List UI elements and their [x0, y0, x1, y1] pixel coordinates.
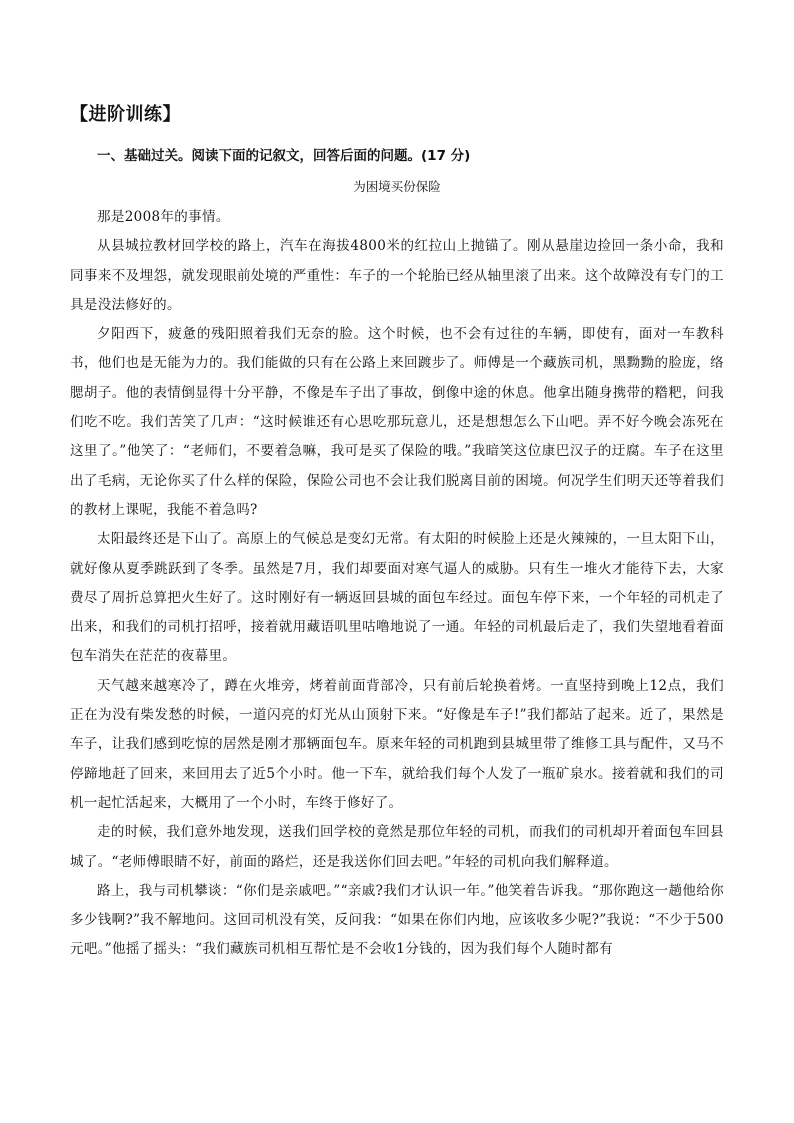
paragraph: 那是2008年的事情。	[97, 209, 230, 225]
question-heading: 一、基础过关。阅读下面的记叙文，回答后面的问题。(17 分)	[97, 148, 471, 164]
paragraph: 走的时候，我们意外地发现，送我们回学校的竟然是那位年轻的司机，而我们的司机却开着面包车回县城了。“老师傅眼睛不好，前面的路烂，还是我送你们回去吧。”年轻的司机向我们解释道。	[70, 824, 724, 870]
paragraph: 太阳最终还是下山了。高原上的气候总是变幻无常。有太阳的时候脸上还是火辣辣的，一旦太阳下山，就好像从夏季跳跃到了冬季。虽然是7月，我们却要面对寒气逼人的威胁。只有生一堆火才能待下去，大家费尽了周折总算把火生好了。这时刚好有一辆返回县城的面包车经过。面包车停下来，一个年轻的司机走了出来，和我们的司机打招呼，接着就用藏语叽里咕噜地说了一通。年轻的司机最后走了，我们失望地看着面包车消失在茫茫的夜幕里。	[70, 531, 724, 665]
article-body	[70, 203, 724, 965]
paragraph: 路上，我与司机攀谈：“你们是亲戚吧。”“亲戚?我们才认识一年。”他笑着告诉我。“那你跑这一趟他给你多少钱啊?”我不解地问。这回司机没有笑，反问我：“如果在你们内地，应该收多少呢?”我说：“不少于500元吧。”他摇了摇头：“我们藏族司机相互帮忙是不会收1分钱的，因为我们每个人随时都有	[70, 882, 724, 958]
article-title: 为困境买份保险	[353, 179, 441, 194]
paragraph: 天气越来越寒冷了，蹲在火堆旁，烤着前面背部冷，只有前后轮换着烤。一直坚持到晚上12点，我们正在为没有柴发愁的时候，一道闪亮的灯光从山顶射下来。“好像是车子!”我们都站了起来。近了，果然是车子，让我们感到吃惊的居然是刚才那辆面包车。原来年轻的司机跑到县城里带了维修工具与配件，又马不停蹄地赶了回来，来回用去了近5个小时。他一下车，就给我们每个人发了一瓶矿泉水。接着就和我们的司机一起忙活起来，大概用了一个小时，车终于修好了。	[70, 677, 724, 811]
paragraph: 夕阳西下，疲惫的残阳照着我们无奈的脸。这个时候，也不会有过往的车辆，即使有，面对一车教科书，他们也是无能为力的。我们能做的只有在公路上来回踱步了。师傅是一个藏族司机，黑黝黝的脸庞，络腮胡子。他的表情倒显得十分平静，不像是车子出了事故，倒像中途的休息。他拿出随身携带的糌粑，问我们吃不吃。我们苦笑了几声：“这时候谁还有心思吃那玩意儿，还是想想怎么下山吧。弄不好今晚会冻死在这里了。”他笑了：“老师们，不要着急嘛，我可是买了保险的哦。”我暗笑这位康巴汉子的迂腐。车子在这里出了毛病，无论你买了什么样的保险，保险公司也不会让我们脱离目前的困境。何况学生们明天还等着我们的教材上课呢，我能不着急吗?	[70, 326, 724, 518]
section-title: 【进阶训练】	[70, 104, 181, 125]
paragraph: 从县城拉教材回学校的路上，汽车在海拔4800米的红拉山上抛锚了。刚从悬崖边捡回一条小命，我和同事来不及埋怨，就发现眼前处境的严重性：车子的一个轮胎已经从轴里滚了出来。这个故障没有专门的工具是没法修好的。	[70, 238, 724, 313]
